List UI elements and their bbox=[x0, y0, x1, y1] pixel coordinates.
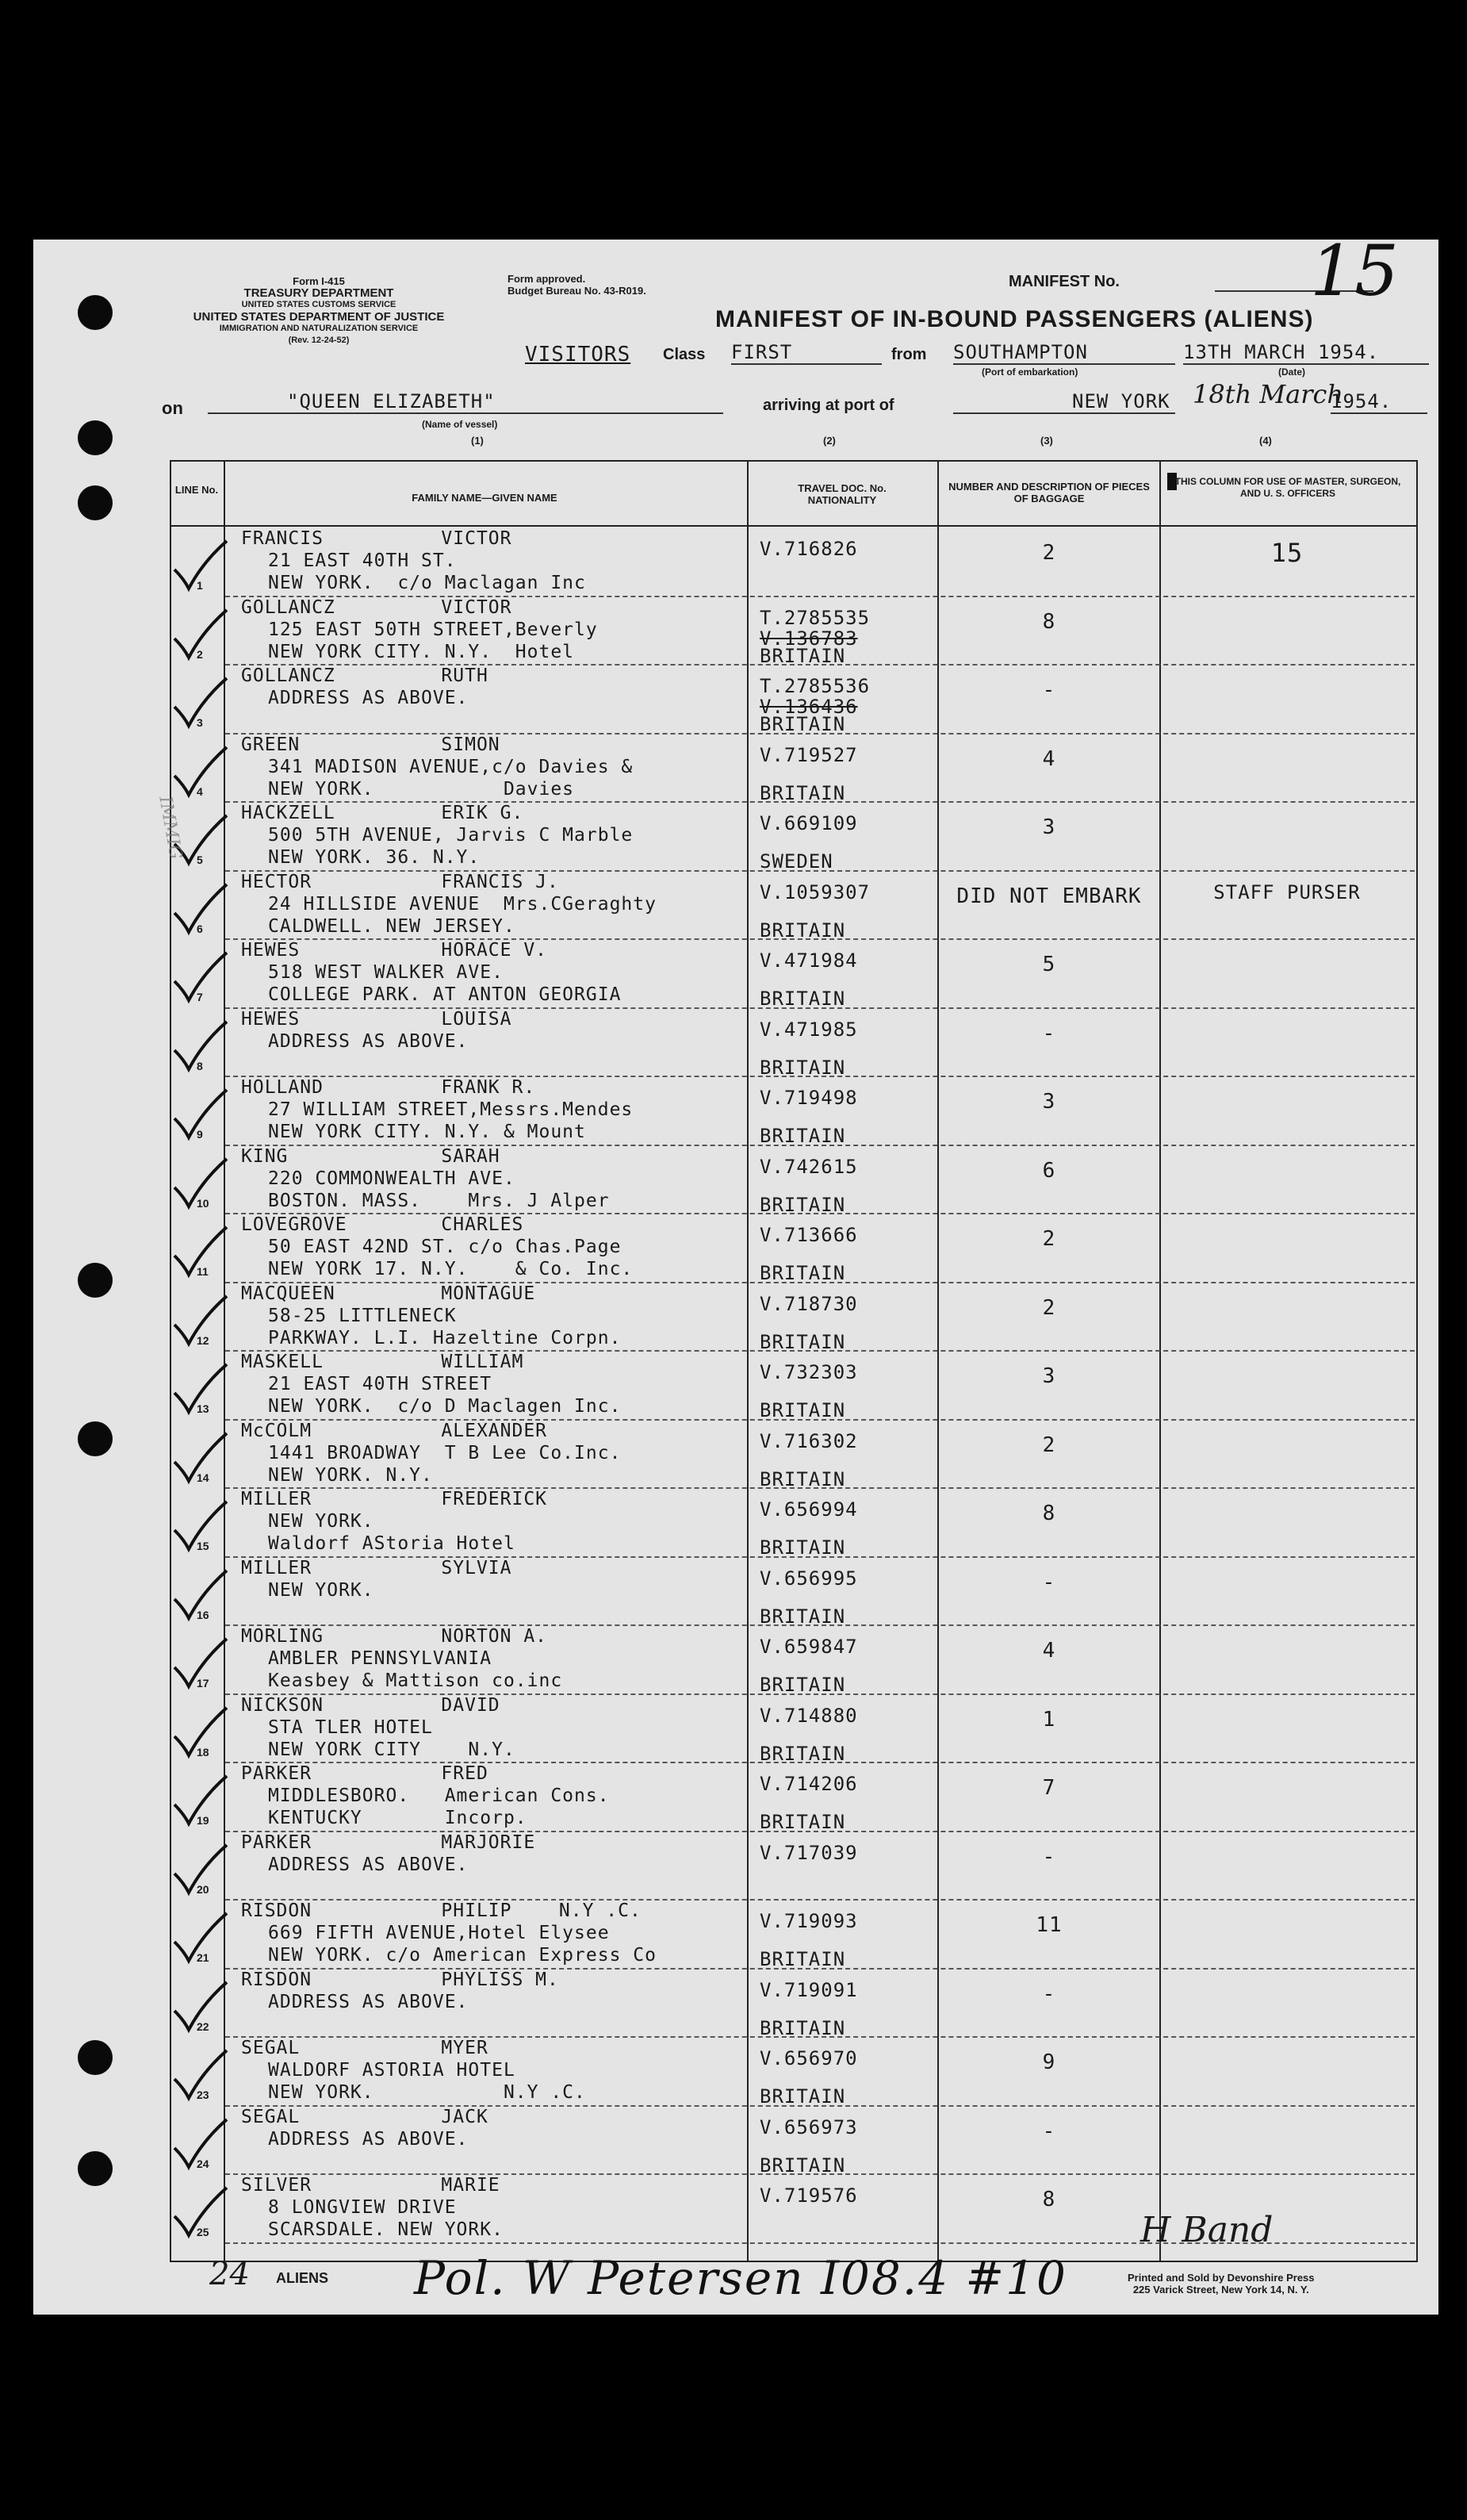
travel-doc-no: V.719527 bbox=[760, 743, 858, 766]
passenger-address-1: NEW YORK. bbox=[268, 1511, 374, 1532]
passenger-name: HOLLAND FRANK R. bbox=[241, 1077, 536, 1098]
travel-doc-no: V.659847 bbox=[760, 1636, 858, 1658]
check-mark-icon bbox=[168, 1498, 232, 1554]
nationality: BRITAIN bbox=[760, 2016, 846, 2039]
passenger-name: MACQUEEN MONTAGUE bbox=[241, 1283, 536, 1304]
manifest-no-label: MANIFEST No. bbox=[1009, 273, 1120, 290]
passenger-address-1: STA TLER HOTEL bbox=[268, 1716, 433, 1738]
travel-doc-no: V.656995 bbox=[760, 1567, 858, 1590]
passenger-name: PARKER FRED bbox=[241, 1763, 488, 1784]
baggage-count: 9 bbox=[1042, 2050, 1056, 2074]
passenger-address-2: NEW YORK. c/o Maclagan Inc bbox=[268, 573, 586, 593]
officer-note: STAFF PURSER bbox=[1213, 880, 1361, 903]
passenger-address-1: ADDRESS AS ABOVE. bbox=[268, 688, 469, 708]
passenger-address-2: NEW YORK. N.Y .C. bbox=[268, 2082, 586, 2103]
nationality: BRITAIN bbox=[760, 644, 846, 667]
class-value: FIRST bbox=[731, 341, 882, 365]
manifest-no-value: 15 bbox=[1310, 230, 1399, 312]
travel-doc-no: V.656973 bbox=[760, 2115, 858, 2138]
passenger-name: McCOLM ALEXANDER bbox=[241, 1420, 548, 1441]
nationality: BRITAIN bbox=[760, 1056, 846, 1079]
passenger-address-1: 1441 BROADWAY T B Lee Co.Inc. bbox=[268, 1442, 622, 1463]
check-mark-icon bbox=[168, 2184, 232, 2240]
col-num-3: (3) bbox=[1040, 435, 1053, 447]
line-number: 3 bbox=[197, 716, 203, 729]
travel-doc-no: V.714206 bbox=[760, 1773, 858, 1795]
passenger-address-1: 50 EAST 42ND ST. c/o Chas.Page bbox=[268, 1237, 622, 1257]
visitors-label: VISITORS bbox=[525, 343, 631, 366]
baggage-count: - bbox=[1042, 1021, 1056, 1045]
col-header-family-name: FAMILY NAME—GIVEN NAME bbox=[412, 492, 557, 504]
passenger-address-1: 21 EAST 40TH STREET bbox=[268, 1374, 492, 1394]
baggage-count: 4 bbox=[1042, 1639, 1056, 1663]
header-divider bbox=[170, 525, 1416, 527]
nationality: BRITAIN bbox=[760, 713, 846, 735]
col-num-4: (4) bbox=[1259, 435, 1272, 447]
col-header-officers: THIS COLUMN FOR USE OF MASTER, SURGEON, AND U. S. OFFICERS bbox=[1174, 476, 1401, 499]
passenger-name: SEGAL JACK bbox=[241, 2106, 488, 2127]
travel-doc-no: V.719498 bbox=[760, 1087, 858, 1109]
port-embarkation-caption: (Port of embarkation) bbox=[982, 366, 1078, 378]
customs-service: UNITED STATES CUSTOMS SERVICE bbox=[241, 300, 396, 309]
passenger-address-1: 669 FIFTH AVENUE,Hotel Elysee bbox=[268, 1923, 610, 1943]
line-number: 16 bbox=[197, 1608, 209, 1621]
baggage-count: - bbox=[1042, 1570, 1056, 1594]
nationality: BRITAIN bbox=[760, 1330, 846, 1353]
initials: H Band bbox=[1140, 2210, 1274, 2250]
passenger-address-1: ADDRESS AS ABOVE. bbox=[268, 1991, 469, 2012]
passenger-name: HACKZELL ERIK G. bbox=[241, 803, 524, 823]
line-number: 4 bbox=[197, 784, 203, 798]
nationality: BRITAIN bbox=[760, 2085, 846, 2108]
col-header-travel-doc: TRAVEL DOC. No. NATIONALITY bbox=[798, 482, 887, 506]
passenger-name: KING SARAH bbox=[241, 1145, 500, 1167]
passenger-address-1: ADDRESS AS ABOVE. bbox=[268, 2128, 469, 2150]
travel-doc-no: V.471985 bbox=[760, 1018, 858, 1041]
travel-doc-no: V.717039 bbox=[760, 1841, 858, 1864]
passenger-address-1: WALDORF ASTORIA HOTEL bbox=[268, 2060, 515, 2081]
passenger-address-1: 125 EAST 50TH STREET,Beverly bbox=[268, 619, 598, 640]
passenger-address-2: NEW YORK. N.Y. bbox=[268, 1464, 433, 1486]
officer-signature: Pol. W Petersen I08.4 #10 bbox=[414, 2251, 1067, 2305]
travel-doc-no: V.719576 bbox=[760, 2184, 858, 2207]
passenger-name: MASKELL WILLIAM bbox=[241, 1352, 524, 1372]
vessel-name: "QUEEN ELIZABETH" bbox=[208, 390, 723, 414]
nationality: BRITAIN bbox=[760, 2154, 846, 2177]
baggage-count: 1 bbox=[1042, 1707, 1056, 1732]
line-number: 23 bbox=[197, 2088, 209, 2101]
line-number: 14 bbox=[197, 1471, 209, 1484]
nationality: BRITAIN bbox=[760, 1262, 846, 1284]
line-number: 9 bbox=[197, 1128, 203, 1141]
side-stamp: IMMIG bbox=[155, 795, 186, 861]
aliens-count: 24 bbox=[209, 2256, 250, 2292]
line-number: 17 bbox=[197, 1677, 209, 1690]
nationality: BRITAIN bbox=[760, 1742, 846, 1765]
passenger-name: GREEN SIMON bbox=[241, 734, 500, 755]
col-divider bbox=[937, 460, 939, 2261]
baggage-count: 3 bbox=[1042, 815, 1056, 839]
line-number: 11 bbox=[197, 1265, 209, 1278]
baggage-count: - bbox=[1042, 678, 1056, 702]
line-number: 15 bbox=[197, 1540, 209, 1552]
baggage-count: 2 bbox=[1042, 1295, 1056, 1320]
check-mark-icon bbox=[168, 1430, 232, 1486]
travel-doc-no: T.2785536 bbox=[760, 675, 871, 697]
baggage-count: 11 bbox=[1036, 1913, 1063, 1937]
passenger-name: SILVER MARIE bbox=[241, 2175, 500, 2196]
arrival-date-hand: 18th March bbox=[1193, 379, 1344, 409]
printer-block bbox=[1128, 2272, 1315, 2296]
check-mark-icon bbox=[168, 1018, 232, 1074]
check-mark-icon bbox=[168, 1087, 232, 1142]
line-number: 20 bbox=[197, 1882, 209, 1896]
passenger-address-2: NEW YORK. c/o D Maclagen Inc. bbox=[268, 1396, 622, 1417]
col-num-2: (2) bbox=[823, 435, 836, 447]
baggage-count: - bbox=[1042, 1844, 1056, 1869]
passenger-address-2: Waldorf AStoria Hotel bbox=[268, 1533, 515, 1554]
passenger-address-1: 58-25 LITTLENECK bbox=[268, 1305, 457, 1326]
col-divider bbox=[1159, 460, 1161, 2261]
nationality: BRITAIN bbox=[760, 1811, 846, 1833]
passenger-address-1: 341 MADISON AVENUE,c/o Davies & bbox=[268, 756, 634, 777]
travel-doc-no: T.2785535 bbox=[760, 606, 871, 629]
passenger-name: FRANCIS VICTOR bbox=[241, 528, 512, 549]
nationality: BRITAIN bbox=[760, 1125, 846, 1147]
aliens-label: ALIENS bbox=[276, 2270, 329, 2286]
passenger-address-1: MIDDLESBORO. American Cons. bbox=[268, 1785, 610, 1806]
baggage-count: 8 bbox=[1042, 1502, 1056, 1525]
baggage-count: - bbox=[1042, 2119, 1056, 2143]
nationality: BRITAIN bbox=[760, 1605, 846, 1628]
passenger-address-2: KENTUCKY Incorp. bbox=[268, 1808, 527, 1828]
treasury-dept: TREASURY DEPARTMENT bbox=[243, 286, 394, 300]
revision: (Rev. 12-24-52) bbox=[288, 336, 350, 345]
travel-doc-no: V.719091 bbox=[760, 1978, 858, 2001]
travel-doc-no: V.669109 bbox=[760, 812, 858, 834]
nationality: BRITAIN bbox=[760, 1399, 846, 1421]
punch-hole bbox=[78, 2040, 113, 2075]
check-mark-icon bbox=[168, 538, 232, 593]
passenger-address-1: 220 COMMONWEALTH AVE. bbox=[268, 1168, 515, 1189]
passenger-name: GOLLANCZ RUTH bbox=[241, 665, 488, 686]
check-mark-icon bbox=[168, 1224, 232, 1279]
class-label: Class bbox=[663, 346, 706, 363]
on-label: on bbox=[162, 398, 183, 418]
passenger-name: GOLLANCZ VICTOR bbox=[241, 596, 512, 618]
passenger-address-1: 518 WEST WALKER AVE. bbox=[268, 962, 504, 983]
travel-doc-no: V.713666 bbox=[760, 1224, 858, 1246]
line-number: 18 bbox=[197, 1745, 209, 1759]
arrival-port: NEW YORK bbox=[953, 390, 1175, 414]
printer-line-1: Printed and Sold by Devonshire Press bbox=[1128, 2272, 1315, 2284]
nationality: BRITAIN bbox=[760, 919, 846, 942]
form-approved: Form approved. bbox=[508, 273, 586, 285]
nationality: BRITAIN bbox=[760, 1467, 846, 1490]
line-number: 8 bbox=[197, 1059, 203, 1072]
travel-doc-no: V.716302 bbox=[760, 1429, 858, 1452]
budget-bureau: Budget Bureau No. 43-R019. bbox=[508, 285, 646, 297]
col-divider bbox=[747, 460, 749, 2261]
check-mark-icon bbox=[168, 1156, 232, 1211]
baggage-count: 3 bbox=[1042, 1090, 1056, 1114]
passenger-address-1: ADDRESS AS ABOVE. bbox=[268, 1030, 469, 1052]
passenger-address-2: Keasbey & Mattison co.inc bbox=[268, 1670, 563, 1691]
check-mark-icon bbox=[168, 949, 232, 1005]
baggage-count: 7 bbox=[1042, 1776, 1056, 1800]
baggage-count: 2 bbox=[1042, 1433, 1056, 1457]
passenger-address-1: AMBLER PENNSYLVANIA bbox=[268, 1648, 492, 1669]
travel-doc-no: V.719093 bbox=[760, 1910, 858, 1932]
passenger-address-1: 8 LONGVIEW DRIVE bbox=[268, 2197, 457, 2218]
line-number: 1 bbox=[197, 579, 203, 592]
punch-hole bbox=[78, 2151, 113, 2186]
manifest-title: MANIFEST OF IN-BOUND PASSENGERS (ALIENS) bbox=[715, 306, 1314, 332]
baggage-count: 3 bbox=[1042, 1364, 1056, 1388]
line-number: 19 bbox=[197, 1814, 209, 1827]
from-label: from bbox=[891, 346, 927, 363]
travel-doc-no: V.718730 bbox=[760, 1292, 858, 1315]
passenger-address-2: SCARSDALE. NEW YORK. bbox=[268, 2219, 504, 2240]
travel-doc-no: V.471984 bbox=[760, 949, 858, 972]
nationality: BRITAIN bbox=[760, 1948, 846, 1970]
check-mark-icon bbox=[168, 1979, 232, 2035]
ins-service: IMMIGRATION AND NATURALIZATION SERVICE bbox=[219, 324, 419, 333]
check-mark-icon bbox=[168, 1910, 232, 1966]
passenger-address-1: 21 EAST 40TH ST. bbox=[268, 550, 457, 571]
nationality: BRITAIN bbox=[760, 1193, 846, 1216]
nationality: BRITAIN bbox=[760, 1674, 846, 1696]
passenger-name: LOVEGROVE CHARLES bbox=[241, 1214, 524, 1235]
passenger-address-1: NEW YORK. bbox=[268, 1579, 374, 1601]
line-number: 5 bbox=[197, 853, 203, 866]
col-header-baggage: NUMBER AND DESCRIPTION OF PIECES OF BAGGAGE bbox=[948, 481, 1150, 504]
nationality: BRITAIN bbox=[760, 781, 846, 804]
passenger-name: RISDON PHILIP N.Y .C. bbox=[241, 1901, 642, 1921]
passenger-address-2: COLLEGE PARK. AT ANTON GEORGIA bbox=[268, 984, 622, 1005]
justice-dept: UNITED STATES DEPARTMENT OF JUSTICE bbox=[193, 310, 445, 324]
officer-note: 15 bbox=[1270, 538, 1304, 568]
passenger-address-2: NEW YORK CITY. N.Y. Hotel bbox=[268, 641, 575, 662]
passenger-name: MILLER FREDERICK bbox=[241, 1489, 548, 1509]
punch-hole bbox=[78, 295, 113, 330]
check-mark-icon bbox=[168, 1705, 232, 1760]
baggage-count: 6 bbox=[1042, 1158, 1056, 1183]
baggage-count: 2 bbox=[1042, 1227, 1056, 1251]
nationality: BRITAIN bbox=[760, 988, 846, 1010]
passenger-address-1: 24 HILLSIDE AVENUE Mrs.CGeraghty bbox=[268, 893, 657, 915]
passenger-address-2: BOSTON. MASS. Mrs. J Alper bbox=[268, 1190, 610, 1211]
travel-doc-struck: V.136783 bbox=[760, 627, 858, 650]
punch-hole bbox=[78, 1421, 113, 1456]
approval-block bbox=[508, 273, 646, 297]
passenger-address-2: NEW YORK. Davies bbox=[268, 778, 575, 800]
passenger-name: MORLING NORTON A. bbox=[241, 1626, 548, 1647]
port-embarkation: SOUTHAMPTON bbox=[953, 341, 1175, 365]
check-mark-icon bbox=[168, 1636, 232, 1691]
col-num-1: (1) bbox=[471, 435, 484, 447]
baggage-count: 4 bbox=[1042, 746, 1056, 771]
check-mark-icon bbox=[168, 1773, 232, 1828]
check-mark-icon bbox=[168, 1293, 232, 1348]
line-number: 2 bbox=[197, 647, 203, 661]
passenger-name: HEWES LOUISA bbox=[241, 1008, 512, 1030]
passenger-address-1: 27 WILLIAM STREET,Messrs.Mendes bbox=[268, 1099, 634, 1120]
passenger-address-2: CALDWELL. NEW JERSEY. bbox=[268, 915, 515, 937]
travel-doc-no: V.656970 bbox=[760, 2047, 858, 2069]
check-mark-icon bbox=[168, 675, 232, 731]
baggage-count: 2 bbox=[1042, 541, 1056, 565]
check-mark-icon bbox=[168, 1567, 232, 1623]
passenger-address-2: NEW YORK 17. N.Y. & Co. Inc. bbox=[268, 1259, 634, 1279]
manifest-page bbox=[33, 230, 1438, 2315]
passenger-name: NICKSON DAVID bbox=[241, 1694, 500, 1716]
baggage-count: 5 bbox=[1042, 953, 1056, 976]
form-number: Form I-415 bbox=[293, 275, 345, 287]
passenger-name: HEWES HORACE V. bbox=[241, 940, 548, 961]
passenger-address-2: NEW YORK. c/o American Express Co bbox=[268, 1945, 657, 1966]
passenger-name: HECTOR FRANCIS J. bbox=[241, 871, 559, 892]
passenger-address-1: 500 5TH AVENUE, Jarvis C Marble bbox=[268, 825, 634, 846]
passenger-name: RISDON PHYLISS M. bbox=[241, 1969, 559, 1990]
manifest-date: 13TH MARCH 1954. bbox=[1183, 341, 1429, 365]
check-mark-icon bbox=[168, 1361, 232, 1417]
arrival-year: 1954. bbox=[1331, 390, 1427, 414]
line-number: 21 bbox=[197, 1951, 209, 1964]
line-number: 12 bbox=[197, 1333, 209, 1347]
travel-doc-struck: V.136436 bbox=[760, 696, 858, 718]
travel-doc-no: V.714880 bbox=[760, 1704, 858, 1727]
passenger-name: PARKER MARJORIE bbox=[241, 1832, 536, 1853]
passenger-name: MILLER SYLVIA bbox=[241, 1557, 512, 1578]
baggage-count: 8 bbox=[1042, 2188, 1056, 2211]
travel-doc-no: V.732303 bbox=[760, 1361, 858, 1383]
line-number: 7 bbox=[197, 991, 203, 1003]
check-mark-icon bbox=[168, 744, 232, 800]
punch-hole bbox=[78, 1263, 113, 1298]
baggage-count: DID NOT EMBARK bbox=[956, 884, 1142, 908]
travel-doc-no: V.742615 bbox=[760, 1155, 858, 1178]
line-number: 6 bbox=[197, 922, 203, 935]
vessel-caption: (Name of vessel) bbox=[422, 419, 498, 430]
nationality: BRITAIN bbox=[760, 1536, 846, 1559]
check-mark-icon bbox=[168, 2116, 232, 2172]
passenger-address-2: NEW YORK CITY N.Y. bbox=[268, 1739, 515, 1760]
check-mark-icon bbox=[168, 2047, 232, 2103]
baggage-count: 8 bbox=[1042, 609, 1056, 634]
nationality: SWEDEN bbox=[760, 850, 833, 873]
punch-hole bbox=[78, 485, 113, 520]
travel-doc-no: V.656994 bbox=[760, 1498, 858, 1521]
arriving-label: arriving at port of bbox=[763, 397, 894, 414]
check-mark-icon bbox=[168, 881, 232, 937]
line-number: 22 bbox=[197, 2019, 209, 2033]
baggage-count: - bbox=[1042, 1981, 1056, 2006]
date-caption: (Date) bbox=[1278, 366, 1306, 378]
form-block bbox=[184, 275, 454, 347]
col-header-line-no: LINE No. bbox=[174, 484, 219, 496]
travel-doc-no: V.1059307 bbox=[760, 880, 871, 903]
line-number: 13 bbox=[197, 1402, 209, 1415]
passenger-address-2: NEW YORK. 36. N.Y. bbox=[268, 847, 481, 868]
passenger-address-1: ADDRESS AS ABOVE. bbox=[268, 1854, 469, 1875]
line-number: 25 bbox=[197, 2226, 209, 2238]
punch-hole bbox=[78, 420, 113, 455]
travel-doc-no: V.716826 bbox=[760, 538, 858, 560]
check-mark-icon bbox=[168, 607, 232, 662]
printer-line-2: 225 Varick Street, New York 14, N. Y. bbox=[1132, 2284, 1309, 2296]
line-number: 10 bbox=[197, 1196, 209, 1210]
line-number: 24 bbox=[197, 2157, 209, 2170]
passenger-address-2: NEW YORK CITY. N.Y. & Mount bbox=[268, 1122, 586, 1142]
check-mark-icon bbox=[168, 1842, 232, 1897]
passenger-address-2: PARKWAY. L.I. Hazeltine Corpn. bbox=[268, 1327, 622, 1348]
passenger-name: SEGAL MYER bbox=[241, 2038, 488, 2058]
